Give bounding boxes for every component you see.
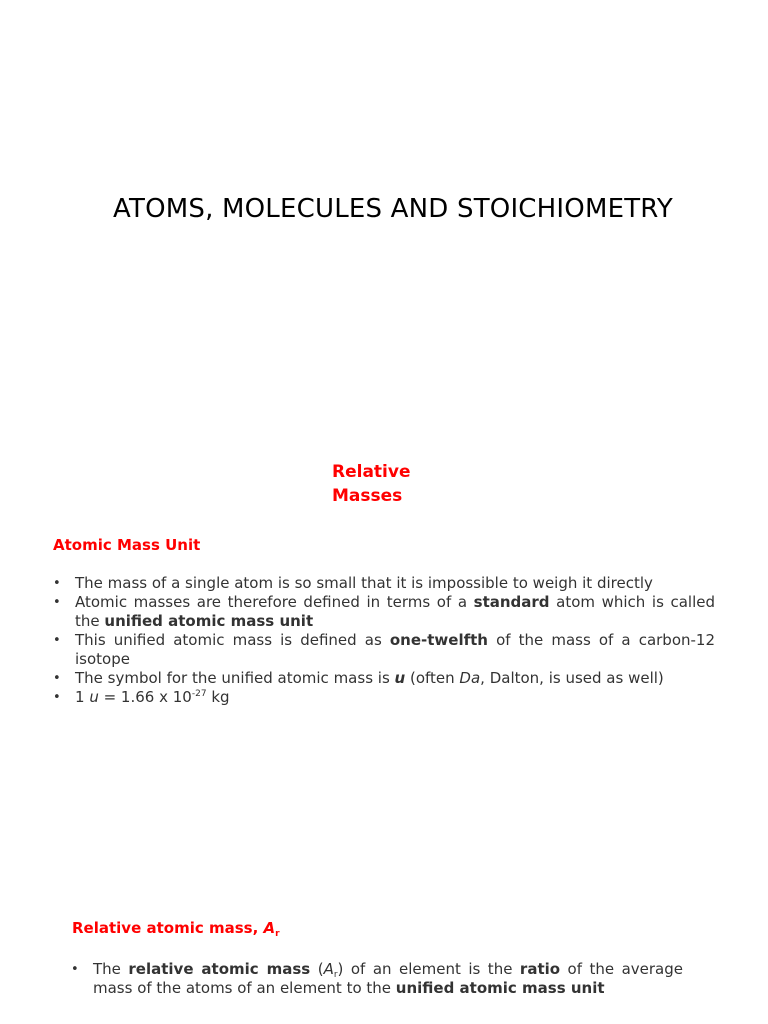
bullet-icon: • — [53, 576, 61, 591]
bullet-icon: • — [53, 595, 61, 610]
bullet-icon: • — [53, 671, 61, 686]
list-item: • 1 u = 1.66 x $10^{-27}$ kg — [53, 688, 230, 706]
section-heading: Relative Masses — [332, 462, 411, 506]
list-item: • The relative atomic mass $(A_r)$ of an element is the ratio of the average mass of the atoms of an element to the unified atomic mass unit — [71, 960, 683, 997]
list-item: • The mass of a single atom is so small that it is impossible to weigh it directly — [53, 574, 653, 592]
list-item: • Atomic masses are therefore defined in terms of a standard atom which is called the unified atomic mass unit — [53, 593, 716, 630]
relative-atomic-mass-heading: Relative atomic mass, $A_r$ — [72, 919, 280, 939]
bullet-icon: • — [53, 633, 61, 648]
bullet-icon: • — [53, 690, 61, 705]
list-item: • The symbol for the unified atomic mass is u (often Da, Dalton, is used as well) — [53, 669, 664, 687]
bullet-icon: • — [71, 962, 79, 977]
atomic-mass-unit-list — [53, 574, 715, 707]
list-item: • This unified atomic mass is defined as one-twelfth of the mass of a carbon-12 isotope — [53, 631, 716, 668]
atomic-mass-unit-heading: Atomic Mass Unit — [53, 536, 201, 554]
relative-atomic-mass-list — [71, 960, 683, 998]
page-title: ATOMS, MOLECULES AND STOICHIOMETRY — [113, 194, 673, 224]
